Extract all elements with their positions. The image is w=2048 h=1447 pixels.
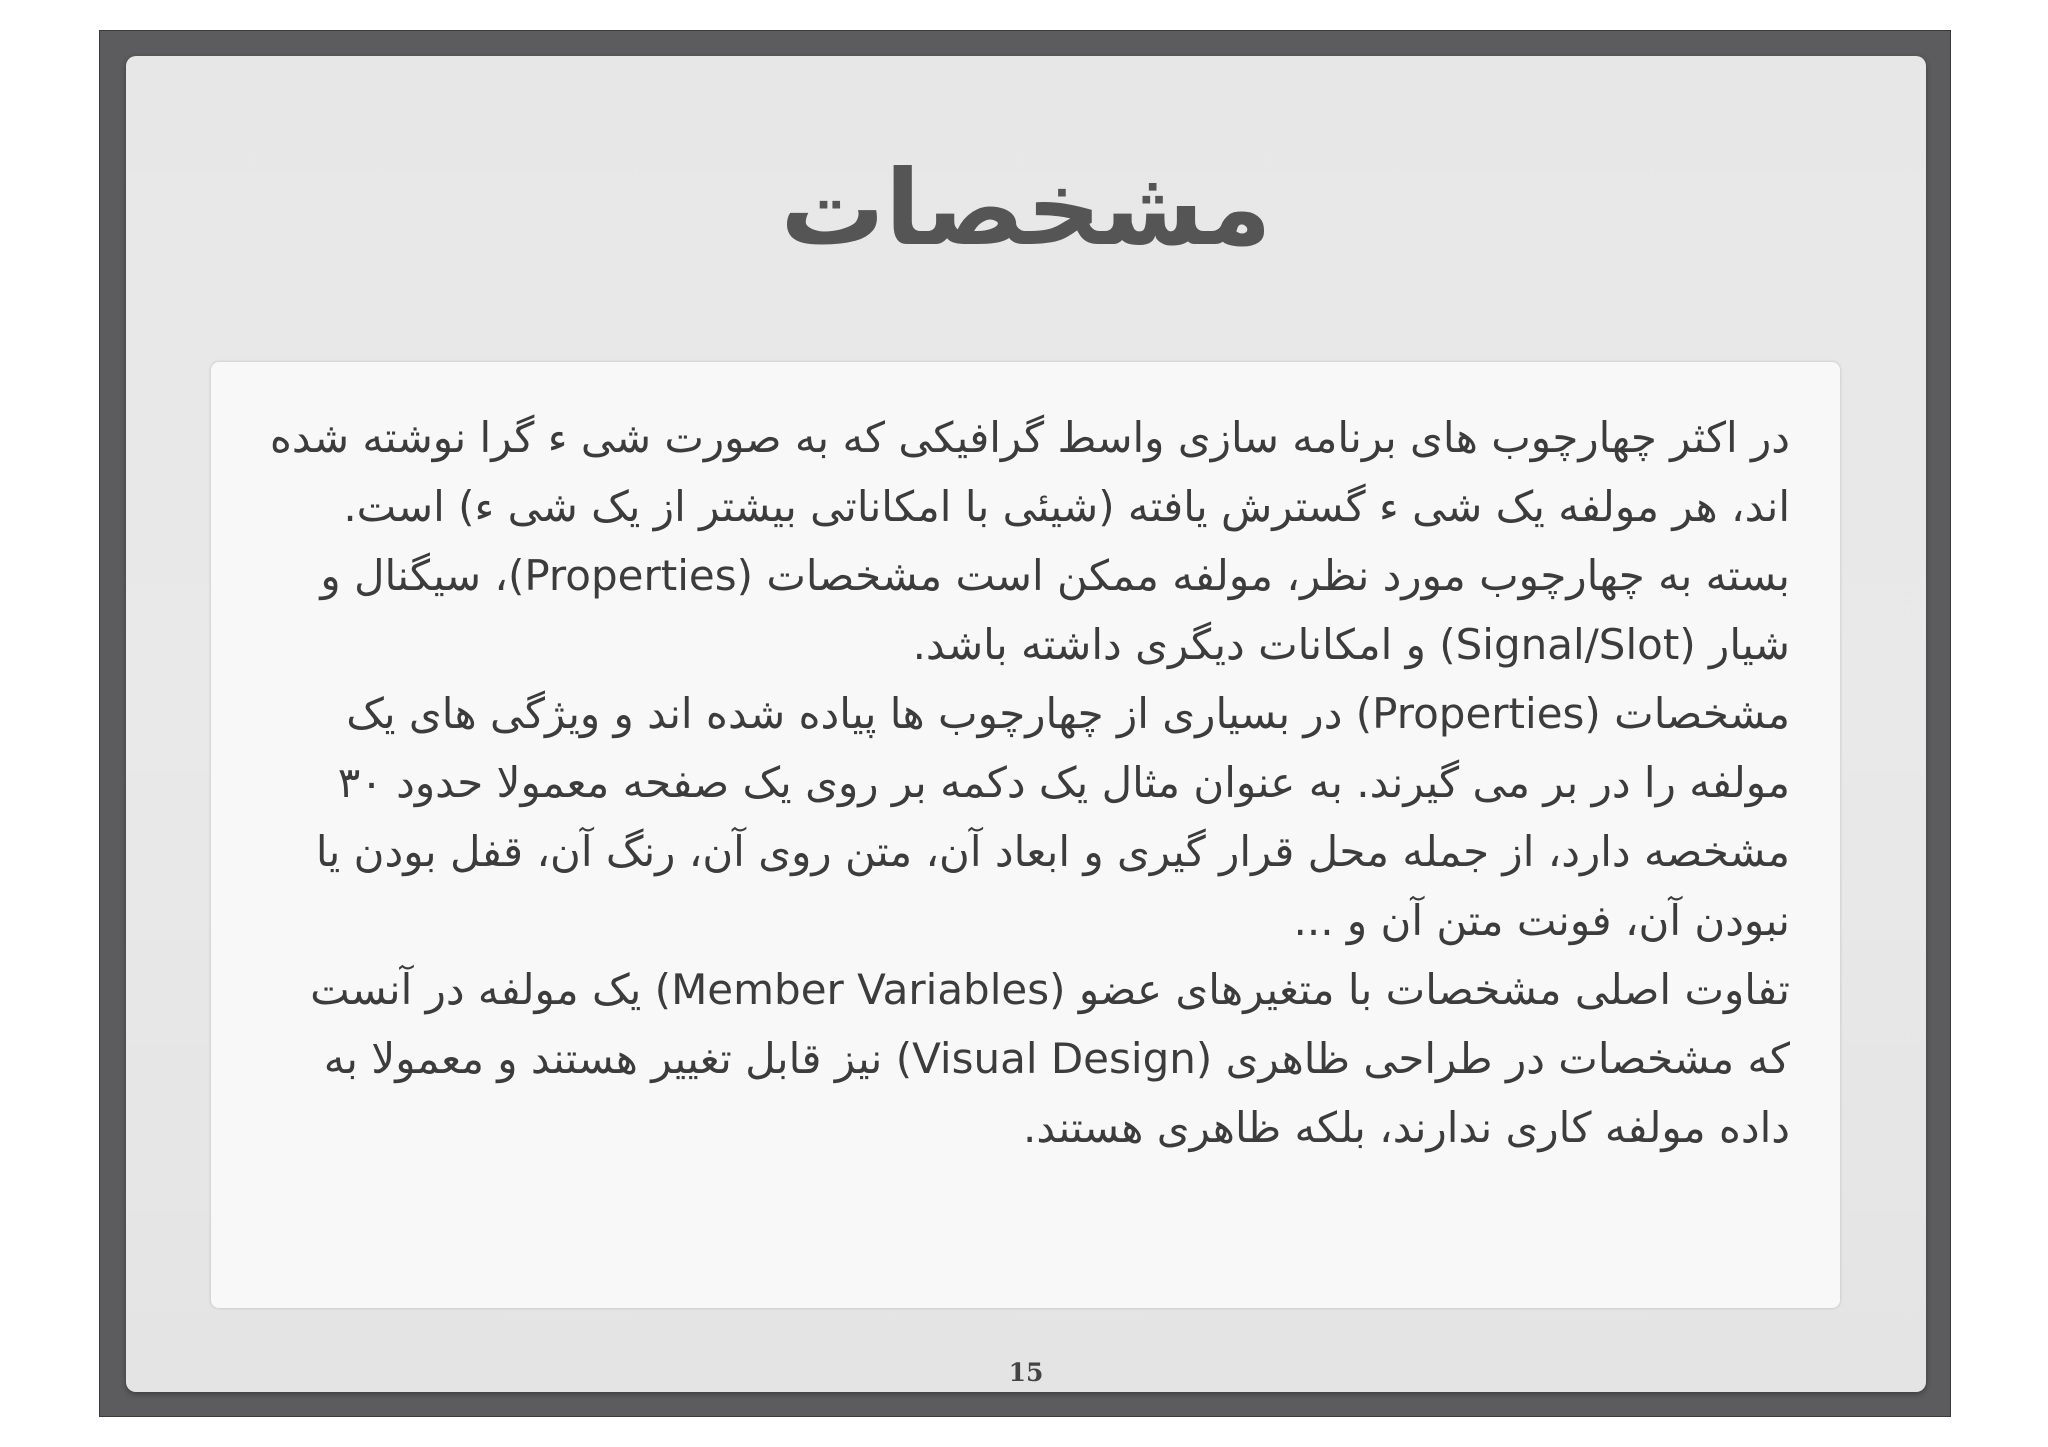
paragraph-intro: در اکثر چهارچوب های برنامه سازی واسط گرافیکی که به صورت شی ء گرا نوشته شده اند، هر مولفه یک شی ء گسترش یافته (شیئی با امکاناتی بیشتر از یک شی ء) است. بسته به چهارچوب مورد نظر، مولفه ممکن است مشخصات (Properties)، سیگنال و شیار (Signal/Slot) و امکانات دیگری داشته باشد. xyxy=(269,413,1790,669)
slide-title: مشخصات xyxy=(780,147,1272,269)
page-number: 15 xyxy=(1008,1358,1044,1387)
paragraph-difference: تفاوت اصلی مشخصات با متغیرهای عضو (Member Variables) یک مولفه در آنست که مشخصات در طراحی ظاهری (Visual Design) نیز قابل تغییر هستند و معمولا به داده مولفه کاری ندارند، بلکه ظاهری هستند. xyxy=(310,965,1790,1152)
paragraph-properties: مشخصات (Properties) در بسیاری از چهارچوب ها پیاده شده اند و ویژگی های یک مولفه را در بر می گیرند. به عنوان مثال یک دکمه بر روی یک صفحه معمولا حدود ۳۰ مشخصه دارد، از جمله محل قرار گیری و ابعاد آن، متن روی آن، رنگ آن، قفل بودن یا نبودن آن، فونت متن آن و ... xyxy=(315,689,1790,945)
slide-body xyxy=(255,403,1790,1162)
